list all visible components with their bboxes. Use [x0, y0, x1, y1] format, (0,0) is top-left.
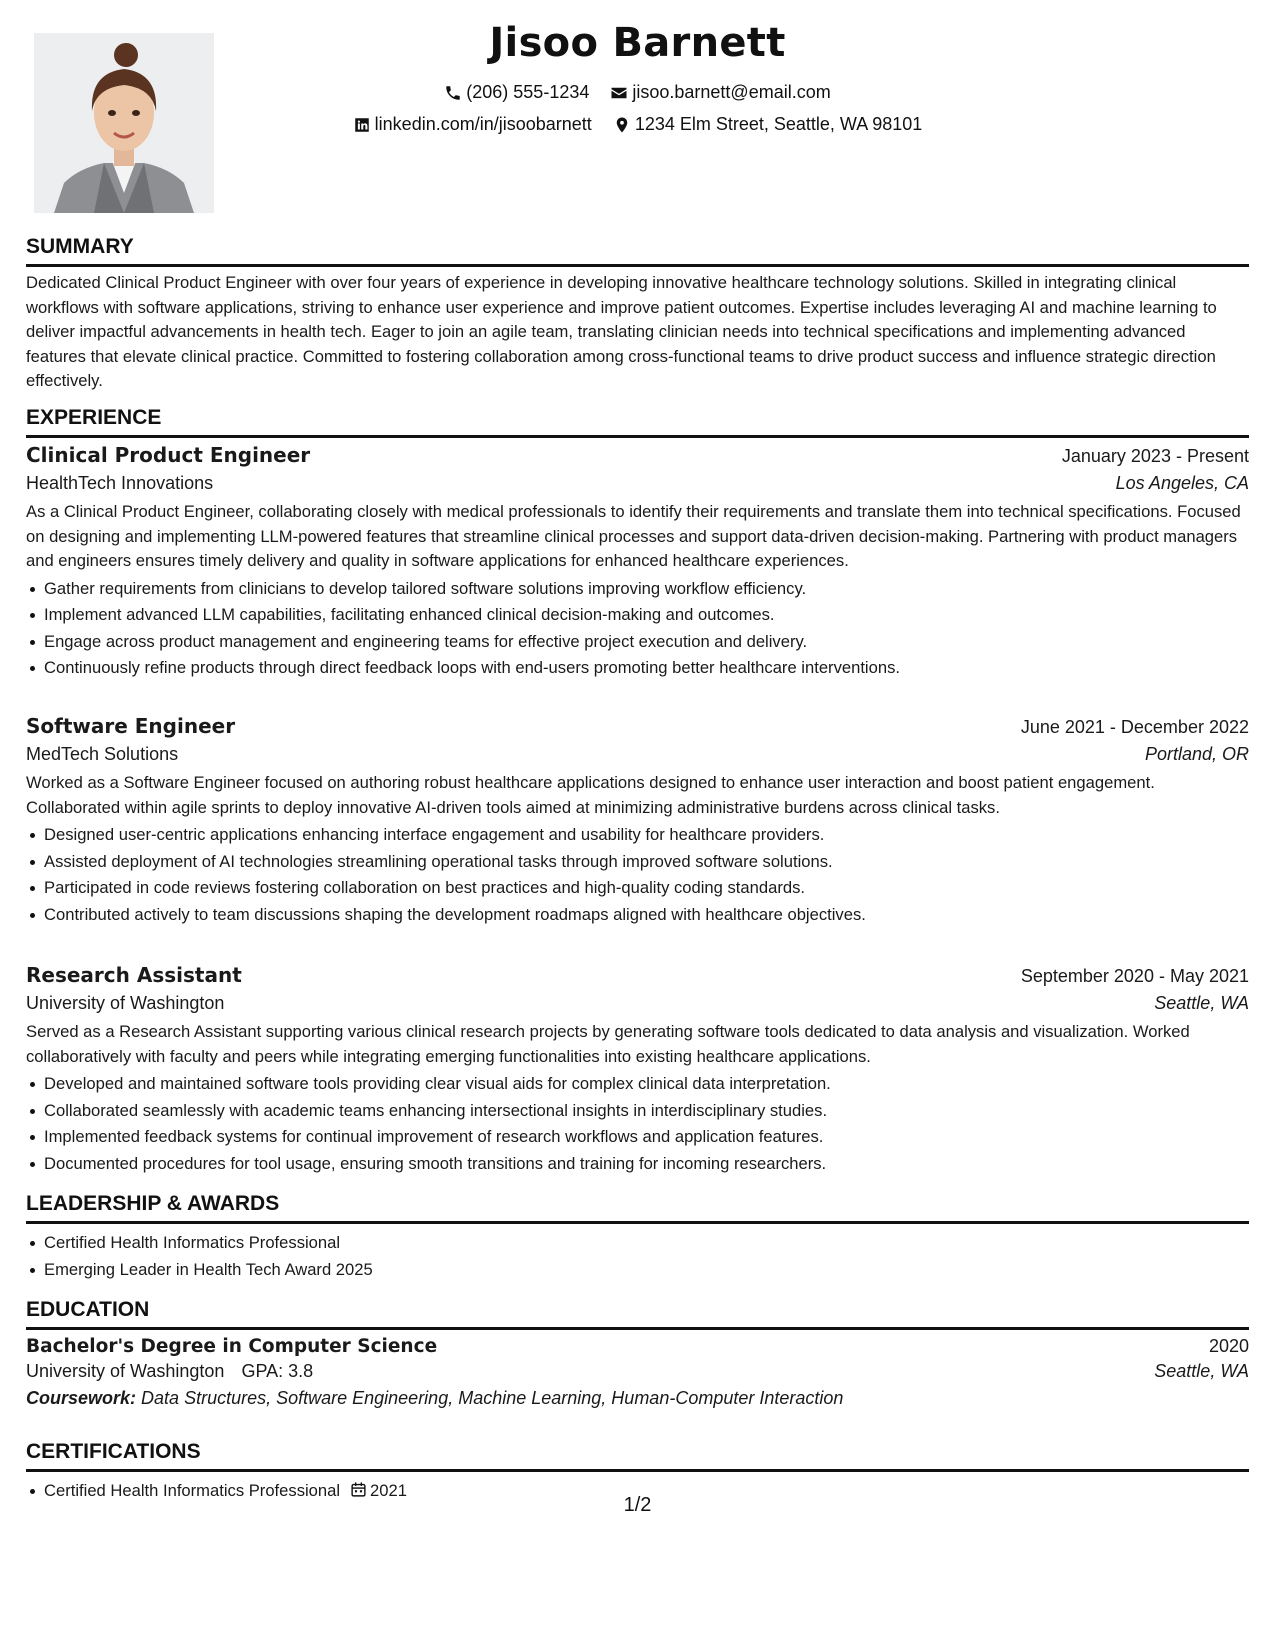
job-subheader — [26, 744, 1249, 765]
list-item: Assisted deployment of AI technologies streamlining operational tasks through improved software solutions. — [44, 849, 1249, 876]
resume-page — [26, 0, 1249, 1650]
list-item: Implemented feedback systems for continual improvement of research workflows and application features. — [44, 1124, 1249, 1151]
list-item: Engage across product management and engineering teams for effective project execution and delivery. — [44, 629, 1249, 656]
job-bullets — [26, 576, 1249, 682]
gpa: GPA: 3.8 — [241, 1361, 314, 1381]
school-location: Seattle, WA — [1154, 1361, 1249, 1381]
linkedin-text: linkedin.com/in/jisoobarnett — [374, 114, 592, 134]
section-divider — [26, 1221, 1249, 1224]
job-entry — [26, 963, 1249, 1177]
school-info — [26, 1361, 313, 1382]
list-item: Documented procedures for tool usage, ensuring smooth transitions and training for incoming researchers. — [44, 1151, 1249, 1178]
list-item: Contributed actively to team discussions shaping the development roadmaps aligned with healthcare objectives. — [44, 902, 1249, 929]
job-subheader — [26, 993, 1249, 1014]
list-item: Designed user-centric applications enhancing interface engagement and usability for healthcare providers. — [44, 822, 1249, 849]
education-header — [26, 1336, 1249, 1357]
contact-linkedin[interactable] — [353, 114, 592, 135]
envelope-icon — [610, 84, 628, 102]
school-name: University of Washington — [26, 1361, 225, 1381]
section-title: EXPERIENCE — [26, 406, 162, 429]
job-org: MedTech Solutions — [26, 744, 179, 764]
job-entry — [26, 443, 1249, 682]
coursework-text: Data Structures, Software Engineering, Machine Learning, Human-Computer Interaction — [141, 1388, 844, 1408]
job-title: Software Engineer — [26, 714, 236, 738]
page-number: 1/2 — [623, 1494, 652, 1516]
section-title: SUMMARY — [26, 235, 134, 258]
job-description: Served as a Research Assistant supporting various clinical research projects by generating software tools dedicated to data analysis and visualization. Worked collaboratively with faculty and peers while integrating emerging functionalities into existing healthcare applications. — [26, 1022, 1190, 1066]
certification-year: 2021 — [370, 1481, 407, 1500]
map-pin-icon — [613, 116, 631, 134]
address-text: 1234 Elm Street, Seattle, WA 98101 — [634, 114, 923, 134]
job-description: As a Clinical Product Engineer, collaborating closely with medical professionals to identify their requirements and translate them into technical specifications. Focused on designing and implementing LLM-powered features that streamline clinical processes and support data-driven decision-making. Partnering with product managers and engineers ensures timely delivery and quality in software applications for enhanced healthcare experiences. — [26, 502, 1241, 570]
job-org: HealthTech Innovations — [26, 473, 214, 493]
job-title: Research Assistant — [26, 963, 242, 987]
section-title: CERTIFICATIONS — [26, 1440, 201, 1463]
contact-phone[interactable] — [444, 82, 589, 103]
graduation-year: 2020 — [1208, 1336, 1249, 1356]
list-item: Implement advanced LLM capabilities, facilitating enhanced clinical decision-making and outcomes. — [44, 602, 1249, 629]
section-divider — [26, 1469, 1249, 1472]
coursework — [26, 1388, 1249, 1409]
job-org: University of Washington — [26, 993, 225, 1013]
job-bullets — [26, 822, 1249, 928]
job-entry — [26, 714, 1249, 928]
section-divider — [26, 435, 1249, 438]
summary-text: Dedicated Clinical Product Engineer with over four years of experience in developing innovative healthcare technology solutions. Skilled in integrating clinical workflows with software applications, striving to enhance user experience and improve patient outcomes. Expertise includes leveraging AI and machine learning to deliver impactful advancements in health tech. Eager to join an agile team, translating clinician needs into technical specifications and implementing advanced features that elevate clinical practice. Committed to fostering collaboration among cross-functional teams to drive product success and influence strategic direction effectively. — [26, 273, 1217, 390]
job-location: Los Angeles, CA — [1115, 473, 1249, 493]
education-section — [26, 1297, 1249, 1409]
list-item: Gather requirements from clinicians to develop tailored software solutions improving workflow efficiency. — [44, 576, 1249, 603]
job-header — [26, 714, 1249, 738]
awards-section — [26, 1191, 1249, 1283]
contact-line-1 — [26, 82, 1249, 107]
section-divider — [26, 1327, 1249, 1330]
candidate-name: Jisoo Barnett — [489, 20, 786, 66]
job-location: Seattle, WA — [1154, 993, 1249, 1013]
degree-title: Bachelor's Degree in Computer Science — [26, 1336, 438, 1357]
contact-line-2 — [26, 114, 1249, 139]
job-dates: June 2021 - December 2022 — [1020, 717, 1249, 737]
phone-text: (206) 555-1234 — [466, 82, 590, 102]
section-title: LEADERSHIP & AWARDS — [26, 1192, 280, 1215]
list-item: Certified Health Informatics Professional — [44, 1230, 1249, 1257]
job-subheader — [26, 473, 1249, 494]
job-header — [26, 963, 1249, 987]
summary-section — [26, 234, 1249, 394]
job-bullets — [26, 1071, 1249, 1177]
experience-section — [26, 405, 1249, 438]
list-item: Developed and maintained software tools providing clear visual aids for complex clinical data interpretation. — [44, 1071, 1249, 1098]
contact-email[interactable] — [610, 82, 830, 103]
job-dates: January 2023 - Present — [1061, 446, 1249, 466]
contact-address — [613, 114, 923, 135]
education-subheader — [26, 1361, 1249, 1382]
phone-icon — [444, 84, 462, 102]
section-title: EDUCATION — [26, 1298, 150, 1321]
awards-list — [26, 1230, 1249, 1283]
job-header — [26, 443, 1249, 467]
linkedin-icon — [353, 116, 371, 134]
email-text: jisoo.barnett@email.com — [632, 82, 831, 102]
list-item: Continuously refine products through direct feedback loops with end-users promoting better healthcare interventions. — [44, 655, 1249, 682]
coursework-label: Coursework: — [26, 1388, 137, 1408]
list-item: Collaborated seamlessly with academic teams enhancing intersectional insights in interdisciplinary studies. — [44, 1098, 1249, 1125]
job-location: Portland, OR — [1144, 744, 1249, 764]
certification-name: Certified Health Informatics Professional — [44, 1481, 341, 1500]
section-divider — [26, 264, 1249, 267]
job-title: Clinical Product Engineer — [26, 443, 311, 467]
job-description: Worked as a Software Engineer focused on authoring robust healthcare applications designed to enhance user interaction and boost patient engagement. Collaborated within agile sprints to deploy innovative AI-driven tools aimed at minimizing administrative burdens across clinical tasks. — [26, 773, 1155, 817]
job-dates: September 2020 - May 2021 — [1020, 966, 1249, 986]
list-item: Emerging Leader in Health Tech Award 2025 — [44, 1257, 1249, 1284]
list-item: Participated in code reviews fostering collaboration on best practices and high-quality coding standards. — [44, 875, 1249, 902]
